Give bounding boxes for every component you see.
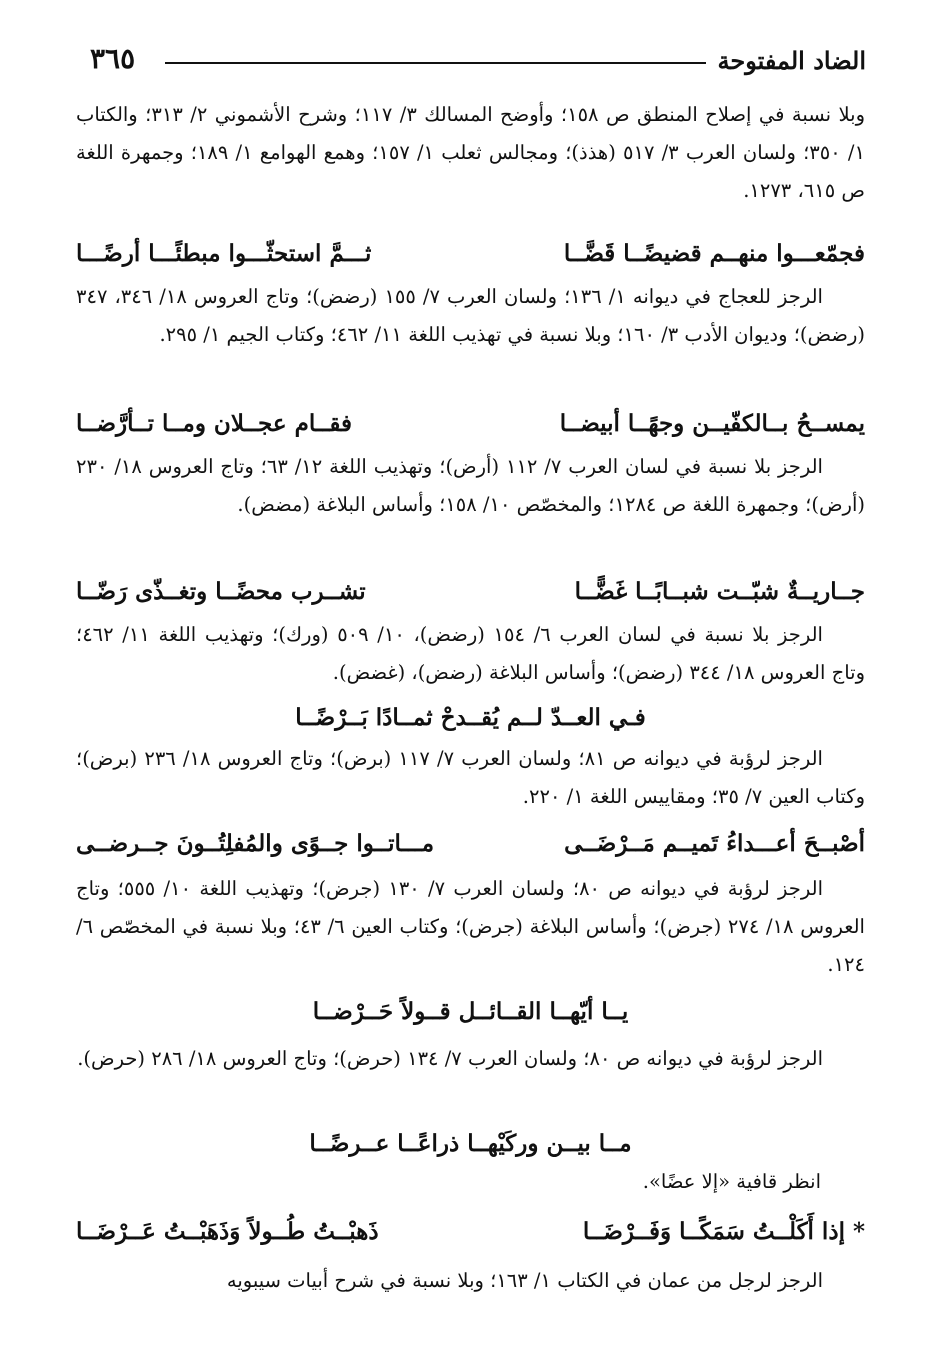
citation-paragraph: الرجز لرجل من عمان في الكتاب ١/ ١٦٣؛ وبلا نسبة في شرح أبيات سيبويه: [226, 1269, 823, 1292]
chapter-title: الضاد المفتوحة: [717, 46, 866, 75]
verse-line-centered: يــا أيّهــا القــائــل قــولاً حَــرْضــا: [312, 998, 629, 1025]
verse-line: [76, 232, 865, 276]
verse-second-hemistich: ذَهبْــتُ طُــولاً وَذَهَبْــتُ عَــرْضَــا: [76, 1218, 379, 1245]
verse-line: [76, 822, 865, 866]
verse-second-hemistich: ثـــمَّ استحثّـــوا مبطئًـــا أرضًـــا: [76, 240, 372, 267]
verse-line: [76, 570, 865, 614]
citation-paragraph: الرجز بلا نسبة في لسان العرب ٦/ ١٥٤ (رضض)، ١٠/ ٥٠٩ (ورك)؛ وتهذيب اللغة ١١/ ٤٦٢؛ وتاج العروس ١٨/ ٣٤٤ (رضض)؛ وأساس البلاغة (رضض)، (غضض).: [76, 623, 865, 684]
citation-paragraph: الرجز لرؤبة في ديوانه ص ٨٠؛ ولسان العرب ٧/ ١٣٠ (جرض)؛ وتهذيب اللغة ١٠/ ٥٥٥؛ وتاج العروس ١٨/ ٢٧٤ (جرض)؛ وأساس البلاغة (جرض)؛ وكتاب العين ٦/ ٤٣؛ وبلا نسبة في المخصّص ٦/ ١٢٤.: [76, 877, 865, 976]
verse-line-centered: مــا بيــن وركَيْهــا ذراعًــا عــرضًــا: [309, 1130, 632, 1157]
citation-paragraph: الرجز لرؤبة في ديوانه ص ٨٠؛ ولسان العرب ٧/ ١٣٤ (حرض)؛ وتاج العروس ١٨/ ٢٨٦ (حرض).: [77, 1047, 823, 1070]
verse-first-hemistich: يمســحُ بــالكفّيــن وجهًــا أبيضــا: [559, 410, 865, 437]
citation-paragraph: الرجز لرؤبة في ديوانه ص ٨١؛ ولسان العرب ٧/ ١١٧ (برض)؛ وتاج العروس ١٨/ ٢٣٦ (برض)؛ وكتاب العين ٧/ ٣٥؛ ومقاييس اللغة ١/ ٢٢٠.: [76, 747, 865, 808]
citation-paragraph: الرجز للعجاج في ديوانه ١/ ١٣٦؛ ولسان العرب ٧/ ١٥٥ (رضض)؛ وتاج العروس ١٨/ ٣٤٦، ٣٤٧ (رضض)؛ وديوان الأدب ٣/ ١٦٠؛ وبلا نسبة في تهذيب اللغة ١١/ ٤٦٢؛ وكتاب الجيم ١/ ٢٩٥.: [76, 285, 865, 346]
verse-first-hemistich: فجمّعـــوا منهــم قضيضًــا قَضَّــا: [563, 240, 865, 267]
verse-second-hemistich: مـــاتــوا جــوًى والمُفلِتُــونَ جــرضــى: [76, 830, 435, 857]
running-header: [90, 42, 866, 86]
cross-reference-note: انظر قافية «إلا عضًا».: [642, 1170, 821, 1193]
page-number: ٣٦٥: [90, 42, 136, 75]
verse-second-hemistich: فقــام عجــلان ومــا تــأرَّضــا: [76, 410, 352, 437]
citation-paragraph: الرجز بلا نسبة في لسان العرب ٧/ ١١٢ (أرض)؛ وتهذيب اللغة ١٢/ ٦٣؛ وتاج العروس ١٨/ ٢٣٠ (أرض)؛ وجمهرة اللغة ص ١٢٨٤؛ والمخصّص ١٠/ ١٥٨؛ وأساس البلاغة (مضض).: [76, 455, 865, 516]
verse-line: [76, 1210, 865, 1254]
verse-line-centered: فـي العــدّ لــم يُقــدحْ ثمــادًا بَــرْضًــا: [295, 704, 646, 731]
header-rule: [165, 62, 706, 64]
citation-paragraph: وبلا نسبة في إصلاح المنطق ص ١٥٨؛ وأوضح المسالك ٣/ ١١٧؛ وشرح الأشموني ٢/ ٣١٣؛ والكتاب ١/ ٣٥٠؛ ولسان العرب ٣/ ٥١٧ (هذذ)؛ ومجالس ثعلب ١/ ١٥٧؛ وهمع الهوامع ١/ ١٨٩؛ وجمهرة اللغة ص ٦١٥، ١٢٧٣.: [76, 103, 865, 202]
verse-first-hemistich: جــاريــةٌ شبّــت شبــابًــا غَضًّــا: [574, 578, 865, 605]
verse-line: [76, 402, 865, 446]
verse-first-hemistich: أصْبــحَ أعـــداءُ تَميــم مَــرْضَــى: [564, 830, 865, 857]
verse-first-hemistich: * إذا أَكَلْــتُ سَمَكًــا وَفَــرْضَــا: [582, 1218, 865, 1245]
verse-second-hemistich: تشــرب محضًــا وتغــذّى رَضّــا: [76, 578, 366, 605]
